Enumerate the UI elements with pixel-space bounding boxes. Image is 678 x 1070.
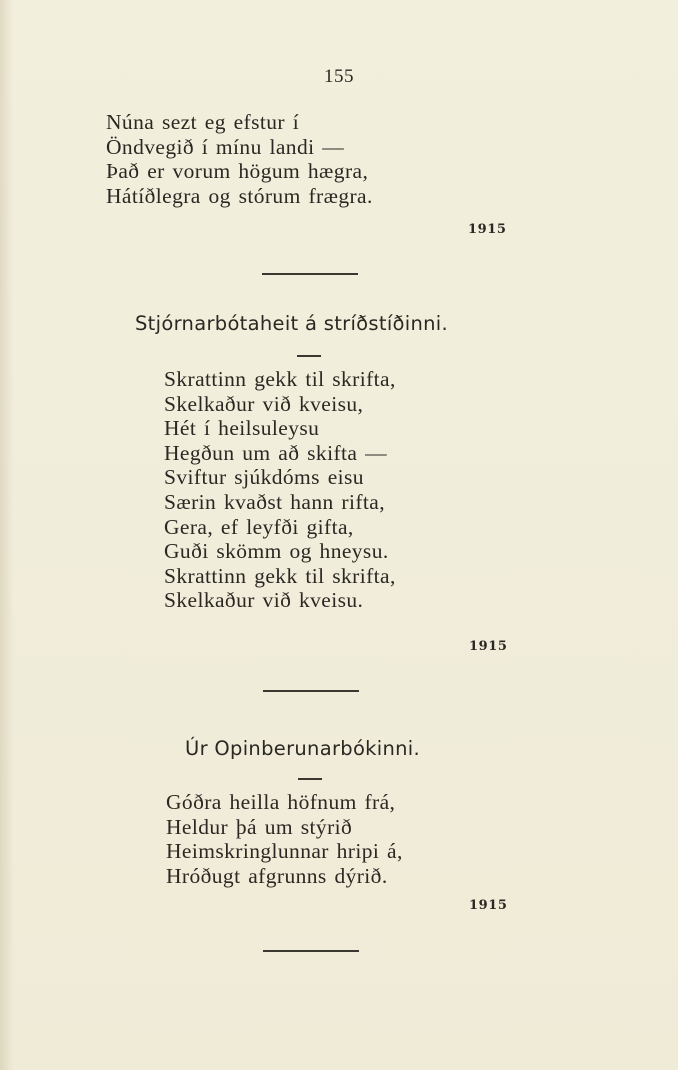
verse-line: Heldur þá um stýrið — [166, 814, 353, 839]
title-dash — [298, 778, 322, 780]
poem-title: Stjórnarbótaheit á stríðstíðinni. — [135, 312, 449, 335]
verse-line: Skrattinn gekk til skrifta, — [164, 367, 396, 391]
verse-line: Skelkaður við kveisu. — [164, 588, 364, 613]
continued-poem-stanza — [106, 110, 373, 208]
verse-line: Hét í heilsuleysu — [164, 416, 320, 441]
verse-line: Sviftur sjúkdóms eisu — [164, 465, 364, 490]
poem-year: 1915 — [469, 639, 508, 654]
verse-line: Hegðun um að skifta — — [164, 440, 388, 465]
verse-line: Hróðugt afgrunns dýrið. — [166, 863, 388, 888]
verse-line: Særin kvaðst hann rifta, — [164, 489, 386, 514]
section-divider — [263, 690, 359, 692]
page-number: 155 — [324, 66, 354, 87]
section-divider — [263, 950, 359, 952]
verse-line: Guði skömm og hneysu. — [164, 539, 389, 564]
verse-line: Öndvegið í mínu landi — — [106, 134, 345, 159]
verse-line: Hátíðlegra og stórum frægra. — [106, 183, 373, 208]
section-divider — [262, 273, 358, 275]
poem-title: Úr Opinberunarbókinni. — [185, 737, 421, 760]
poem-stanza — [164, 367, 396, 613]
verse-line: Gera, ef leyfði gifta, — [164, 514, 354, 539]
verse-line: Skelkaður við kveisu, — [164, 391, 364, 416]
poem-year: 1915 — [468, 222, 507, 237]
verse-line: Góðra heilla höfnum frá, — [166, 790, 396, 814]
title-dash — [297, 355, 321, 357]
verse-line: Heimskringlunnar hripi á, — [166, 839, 403, 864]
poem-year: 1915 — [469, 898, 508, 913]
poem-stanza — [166, 790, 403, 888]
verse-line: Núna sezt eg efstur í — [106, 110, 300, 134]
verse-line: Skrattinn gekk til skrifta, — [164, 563, 396, 588]
verse-line: Það er vorum högum hægra, — [106, 159, 369, 184]
